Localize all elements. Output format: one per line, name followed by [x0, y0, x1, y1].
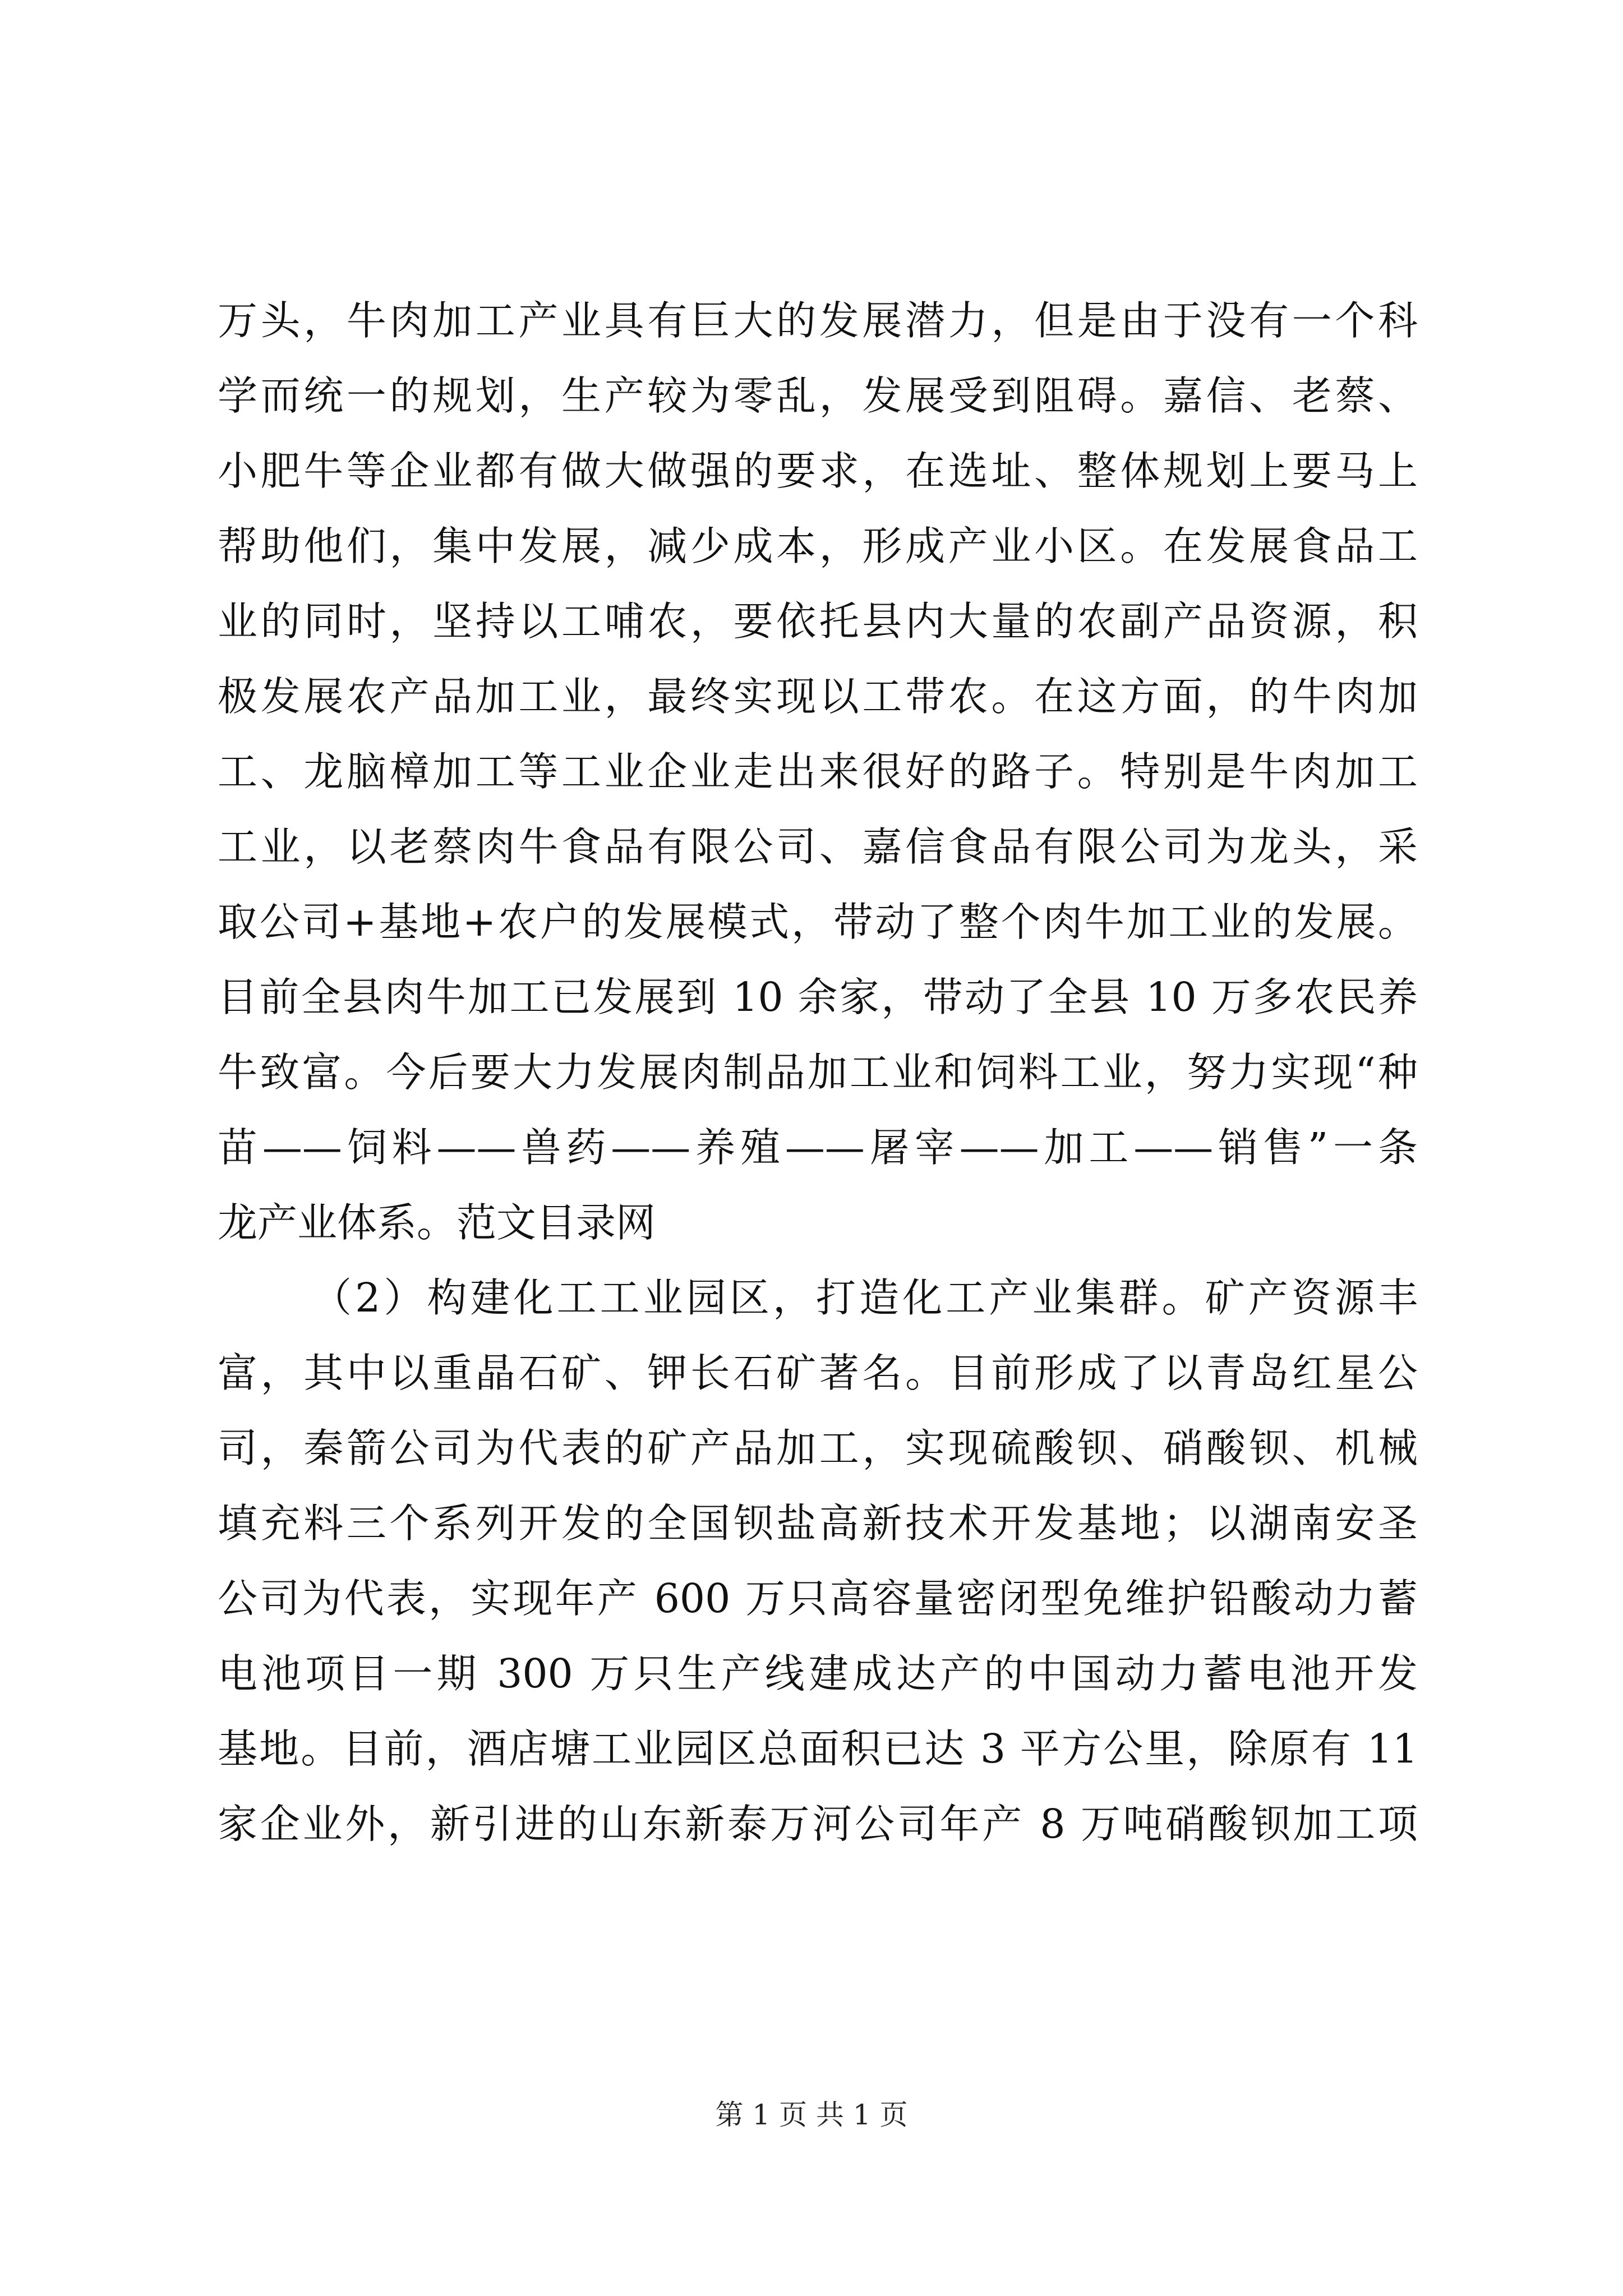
text-line: 司，秦箭公司为代表的矿产品加工，实现硫酸钡、硝酸钡、机械 — [218, 1425, 1418, 1471]
text-line: 学而统一的规划，生产较为零乱，发展受到阻碍。嘉信、老蔡、 — [218, 372, 1418, 419]
text-line: 万头，牛肉加工产业具有巨大的发展潜力，但是由于没有一个科 — [218, 297, 1418, 344]
text-line: 基地。目前，酒店塘工业园区总面积已达 3 平方公里，除原有 11 — [218, 1726, 1418, 1772]
text-line: 富，其中以重晶石矿、钾长石矿著名。目前形成了以青岛红星公 — [218, 1350, 1418, 1396]
text-line: 电池项目一期 300 万只生产线建成达产的中国动力蓄电池开发 — [218, 1650, 1418, 1697]
text-line: 填充料三个系列开发的全国钡盐高新技术开发基地；以湖南安圣 — [218, 1500, 1418, 1547]
paragraph-2 — [218, 1260, 1418, 1862]
text-line: 工、龙脑樟加工等工业企业走出来很好的路子。特别是牛肉加工 — [218, 748, 1418, 795]
text-line: 极发展农产品加工业，最终实现以工带农。在这方面，的牛肉加 — [218, 673, 1418, 720]
text-line: 苗——饲料——兽药——养殖——屠宰——加工——销售”一条 — [218, 1124, 1418, 1171]
text-line: 取公司+基地+农户的发展模式，带动了整个肉牛加工业的发展。 — [218, 899, 1418, 945]
text-line: 公司为代表，实现年产 600 万只高容量密闭型免维护铅酸动力蓄 — [218, 1575, 1418, 1622]
text-line: 家企业外，新引进的山东新泰万河公司年产 8 万吨硝酸钡加工项 — [218, 1801, 1418, 1847]
page-number-footer: 第 1 页 共 1 页 — [715, 2099, 908, 2131]
paragraph-1 — [218, 283, 1418, 1260]
document-body — [218, 283, 1418, 1862]
text-line: 业的同时，坚持以工哺农，要依托县内大量的农副产品资源，积 — [218, 598, 1418, 645]
text-line: 小肥牛等企业都有做大做强的要求，在选址、整体规划上要马上 — [218, 448, 1418, 494]
text-line: （2）构建化工工业园区，打造化工产业集群。矿产资源丰 — [312, 1274, 1418, 1321]
text-line: 帮助他们，集中发展，减少成本，形成产业小区。在发展食品工 — [218, 523, 1418, 569]
text-line: 目前全县肉牛加工已发展到 10 余家，带动了全县 10 万多农民养 — [218, 974, 1418, 1020]
text-line: 牛致富。今后要大力发展肉制品加工业和饲料工业，努力实现“种 — [218, 1049, 1418, 1096]
text-line: 龙产业体系。范文目录网 — [218, 1199, 656, 1246]
text-line: 工业，以老蔡肉牛食品有限公司、嘉信食品有限公司为龙头，采 — [218, 823, 1418, 870]
